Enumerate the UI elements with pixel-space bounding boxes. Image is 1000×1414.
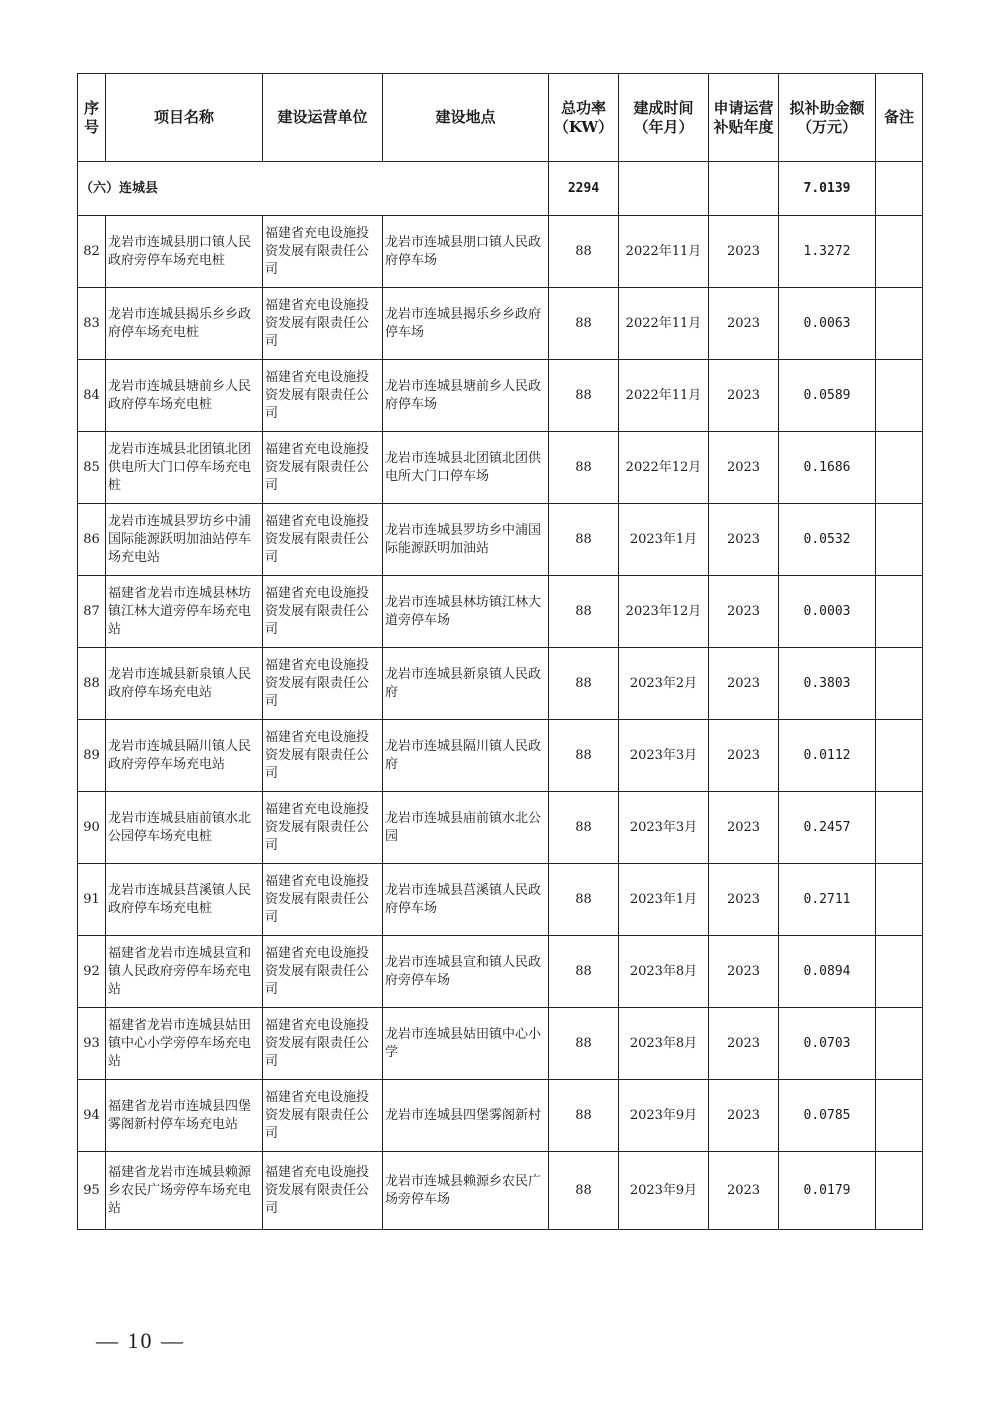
cell-location: 龙岩市连城县塘前乡人民政府停车场 bbox=[383, 360, 549, 432]
cell-amount: 1.3272 bbox=[779, 216, 876, 288]
table-row bbox=[78, 792, 923, 864]
cell-year: 2023 bbox=[709, 288, 779, 360]
cell-operator: 福建省充电设施投资发展有限责任公司 bbox=[263, 576, 383, 648]
cell-seq: 94 bbox=[78, 1080, 106, 1152]
cell-remark bbox=[876, 1080, 923, 1152]
cell-operator: 福建省充电设施投资发展有限责任公司 bbox=[263, 936, 383, 1008]
cell-name: 福建省龙岩市连城县林坊镇江林大道旁停车场充电站 bbox=[106, 576, 263, 648]
cell-location: 龙岩市连城县庙前镇水北公园 bbox=[383, 792, 549, 864]
cell-built: 2022年12月 bbox=[619, 432, 709, 504]
section-label: （六）连城县 bbox=[78, 162, 549, 216]
header-seq: 序号 bbox=[78, 74, 106, 162]
header-power: 总功率（KW） bbox=[549, 74, 619, 162]
table-row bbox=[78, 648, 923, 720]
cell-remark bbox=[876, 864, 923, 936]
cell-name: 龙岩市连城县罗坊乡中浦国际能源跃明加油站停车场充电站 bbox=[106, 504, 263, 576]
cell-location: 龙岩市连城县林坊镇江林大道旁停车场 bbox=[383, 576, 549, 648]
table-row bbox=[78, 936, 923, 1008]
section-total-power: 2294 bbox=[549, 162, 619, 216]
cell-seq: 93 bbox=[78, 1008, 106, 1080]
cell-amount: 0.0589 bbox=[779, 360, 876, 432]
cell-amount: 0.3803 bbox=[779, 648, 876, 720]
cell-built: 2023年3月 bbox=[619, 720, 709, 792]
cell-operator: 福建省充电设施投资发展有限责任公司 bbox=[263, 648, 383, 720]
cell-built: 2023年12月 bbox=[619, 576, 709, 648]
cell-location: 龙岩市连城县揭乐乡乡政府停车场 bbox=[383, 288, 549, 360]
cell-seq: 85 bbox=[78, 432, 106, 504]
cell-amount: 0.1686 bbox=[779, 432, 876, 504]
cell-location: 龙岩市连城县四堡雾阁新村 bbox=[383, 1080, 549, 1152]
cell-location: 龙岩市连城县隔川镇人民政府 bbox=[383, 720, 549, 792]
section-row bbox=[78, 162, 923, 216]
cell-remark bbox=[876, 1008, 923, 1080]
cell-location: 龙岩市连城县姑田镇中心小学 bbox=[383, 1008, 549, 1080]
cell-remark bbox=[876, 1152, 923, 1230]
cell-built: 2023年1月 bbox=[619, 864, 709, 936]
cell-name: 龙岩市连城县北团镇北团供电所大门口停车场充电桩 bbox=[106, 432, 263, 504]
section-total-amount: 7.0139 bbox=[779, 162, 876, 216]
cell-amount: 0.0532 bbox=[779, 504, 876, 576]
header-name: 项目名称 bbox=[106, 74, 263, 162]
cell-year: 2023 bbox=[709, 648, 779, 720]
table-row bbox=[78, 360, 923, 432]
cell-remark bbox=[876, 936, 923, 1008]
cell-power: 88 bbox=[549, 360, 619, 432]
cell-name: 福建省龙岩市连城县宣和镇人民政府旁停车场充电站 bbox=[106, 936, 263, 1008]
cell-seq: 89 bbox=[78, 720, 106, 792]
cell-amount: 0.0003 bbox=[779, 576, 876, 648]
cell-built: 2022年11月 bbox=[619, 360, 709, 432]
section-empty-year bbox=[709, 162, 779, 216]
cell-seq: 83 bbox=[78, 288, 106, 360]
cell-year: 2023 bbox=[709, 864, 779, 936]
cell-built: 2023年9月 bbox=[619, 1080, 709, 1152]
cell-location: 龙岩市连城县罗坊乡中浦国际能源跃明加油站 bbox=[383, 504, 549, 576]
cell-built: 2022年11月 bbox=[619, 216, 709, 288]
cell-seq: 82 bbox=[78, 216, 106, 288]
cell-location: 龙岩市连城县新泉镇人民政府 bbox=[383, 648, 549, 720]
cell-power: 88 bbox=[549, 576, 619, 648]
cell-seq: 91 bbox=[78, 864, 106, 936]
cell-built: 2022年11月 bbox=[619, 288, 709, 360]
cell-power: 88 bbox=[549, 1152, 619, 1230]
cell-name: 龙岩市连城县朋口镇人民政府旁停车场充电桩 bbox=[106, 216, 263, 288]
cell-built: 2023年8月 bbox=[619, 936, 709, 1008]
cell-operator: 福建省充电设施投资发展有限责任公司 bbox=[263, 216, 383, 288]
cell-operator: 福建省充电设施投资发展有限责任公司 bbox=[263, 288, 383, 360]
cell-seq: 86 bbox=[78, 504, 106, 576]
cell-year: 2023 bbox=[709, 216, 779, 288]
cell-seq: 87 bbox=[78, 576, 106, 648]
cell-built: 2023年8月 bbox=[619, 1008, 709, 1080]
cell-remark bbox=[876, 792, 923, 864]
cell-year: 2023 bbox=[709, 432, 779, 504]
cell-year: 2023 bbox=[709, 720, 779, 792]
header-location: 建设地点 bbox=[383, 74, 549, 162]
cell-built: 2023年1月 bbox=[619, 504, 709, 576]
cell-name: 龙岩市连城县隔川镇人民政府旁停车场充电站 bbox=[106, 720, 263, 792]
cell-remark bbox=[876, 360, 923, 432]
cell-seq: 88 bbox=[78, 648, 106, 720]
cell-power: 88 bbox=[549, 792, 619, 864]
table-row bbox=[78, 1152, 923, 1230]
cell-power: 88 bbox=[549, 288, 619, 360]
cell-power: 88 bbox=[549, 504, 619, 576]
cell-amount: 0.0785 bbox=[779, 1080, 876, 1152]
cell-operator: 福建省充电设施投资发展有限责任公司 bbox=[263, 360, 383, 432]
cell-remark bbox=[876, 432, 923, 504]
cell-seq: 92 bbox=[78, 936, 106, 1008]
cell-seq: 95 bbox=[78, 1152, 106, 1230]
cell-remark bbox=[876, 504, 923, 576]
cell-name: 福建省龙岩市连城县赖源乡农民广场旁停车场充电站 bbox=[106, 1152, 263, 1230]
cell-location: 龙岩市连城县宣和镇人民政府旁停车场 bbox=[383, 936, 549, 1008]
cell-operator: 福建省充电设施投资发展有限责任公司 bbox=[263, 1080, 383, 1152]
page-number: — 10 — bbox=[96, 1328, 185, 1353]
cell-amount: 0.0063 bbox=[779, 288, 876, 360]
header-remark: 备注 bbox=[876, 74, 923, 162]
table-row bbox=[78, 1080, 923, 1152]
cell-remark bbox=[876, 576, 923, 648]
cell-year: 2023 bbox=[709, 1080, 779, 1152]
table-row bbox=[78, 432, 923, 504]
table-header-row bbox=[78, 74, 923, 162]
cell-name: 龙岩市连城县塘前乡人民政府停车场充电桩 bbox=[106, 360, 263, 432]
cell-remark bbox=[876, 216, 923, 288]
cell-location: 龙岩市连城县莒溪镇人民政府停车场 bbox=[383, 864, 549, 936]
cell-year: 2023 bbox=[709, 576, 779, 648]
cell-built: 2023年2月 bbox=[619, 648, 709, 720]
header-built: 建成时间（年月） bbox=[619, 74, 709, 162]
cell-remark bbox=[876, 720, 923, 792]
cell-amount: 0.0179 bbox=[779, 1152, 876, 1230]
cell-year: 2023 bbox=[709, 504, 779, 576]
cell-amount: 0.0894 bbox=[779, 936, 876, 1008]
cell-year: 2023 bbox=[709, 360, 779, 432]
subsidy-table bbox=[77, 73, 923, 1230]
cell-amount: 0.0112 bbox=[779, 720, 876, 792]
table-row bbox=[78, 720, 923, 792]
cell-power: 88 bbox=[549, 216, 619, 288]
section-empty-built bbox=[619, 162, 709, 216]
cell-amount: 0.2711 bbox=[779, 864, 876, 936]
cell-operator: 福建省充电设施投资发展有限责任公司 bbox=[263, 864, 383, 936]
cell-location: 龙岩市连城县北团镇北团供电所大门口停车场 bbox=[383, 432, 549, 504]
cell-remark bbox=[876, 648, 923, 720]
cell-operator: 福建省充电设施投资发展有限责任公司 bbox=[263, 504, 383, 576]
cell-power: 88 bbox=[549, 720, 619, 792]
table-row bbox=[78, 576, 923, 648]
cell-power: 88 bbox=[549, 432, 619, 504]
cell-operator: 福建省充电设施投资发展有限责任公司 bbox=[263, 1008, 383, 1080]
cell-amount: 0.0703 bbox=[779, 1008, 876, 1080]
cell-year: 2023 bbox=[709, 1152, 779, 1230]
cell-name: 福建省龙岩市连城县姑田镇中心小学旁停车场充电站 bbox=[106, 1008, 263, 1080]
cell-power: 88 bbox=[549, 936, 619, 1008]
cell-built: 2023年3月 bbox=[619, 792, 709, 864]
cell-operator: 福建省充电设施投资发展有限责任公司 bbox=[263, 432, 383, 504]
table-row bbox=[78, 1008, 923, 1080]
header-year: 申请运营补贴年度 bbox=[709, 74, 779, 162]
cell-power: 88 bbox=[549, 864, 619, 936]
table-row bbox=[78, 504, 923, 576]
cell-amount: 0.2457 bbox=[779, 792, 876, 864]
header-operator: 建设运营单位 bbox=[263, 74, 383, 162]
section-empty-remark bbox=[876, 162, 923, 216]
cell-location: 龙岩市连城县朋口镇人民政府停车场 bbox=[383, 216, 549, 288]
cell-operator: 福建省充电设施投资发展有限责任公司 bbox=[263, 720, 383, 792]
cell-year: 2023 bbox=[709, 792, 779, 864]
cell-year: 2023 bbox=[709, 1008, 779, 1080]
cell-built: 2023年9月 bbox=[619, 1152, 709, 1230]
table-row bbox=[78, 864, 923, 936]
cell-name: 龙岩市连城县揭乐乡乡政府停车场充电桩 bbox=[106, 288, 263, 360]
cell-name: 龙岩市连城县庙前镇水北公园停车场充电桩 bbox=[106, 792, 263, 864]
table-row bbox=[78, 216, 923, 288]
cell-year: 2023 bbox=[709, 936, 779, 1008]
cell-power: 88 bbox=[549, 648, 619, 720]
cell-location: 龙岩市连城县赖源乡农民广场旁停车场 bbox=[383, 1152, 549, 1230]
table-row bbox=[78, 288, 923, 360]
cell-power: 88 bbox=[549, 1080, 619, 1152]
cell-name: 龙岩市连城县新泉镇人民政府停车场充电站 bbox=[106, 648, 263, 720]
cell-name: 龙岩市连城县莒溪镇人民政府停车场充电桩 bbox=[106, 864, 263, 936]
header-amount: 拟补助金额（万元） bbox=[779, 74, 876, 162]
cell-operator: 福建省充电设施投资发展有限责任公司 bbox=[263, 792, 383, 864]
cell-seq: 84 bbox=[78, 360, 106, 432]
cell-name: 福建省龙岩市连城县四堡雾阁新村停车场充电站 bbox=[106, 1080, 263, 1152]
cell-operator: 福建省充电设施投资发展有限责任公司 bbox=[263, 1152, 383, 1230]
cell-seq: 90 bbox=[78, 792, 106, 864]
cell-remark bbox=[876, 288, 923, 360]
cell-power: 88 bbox=[549, 1008, 619, 1080]
